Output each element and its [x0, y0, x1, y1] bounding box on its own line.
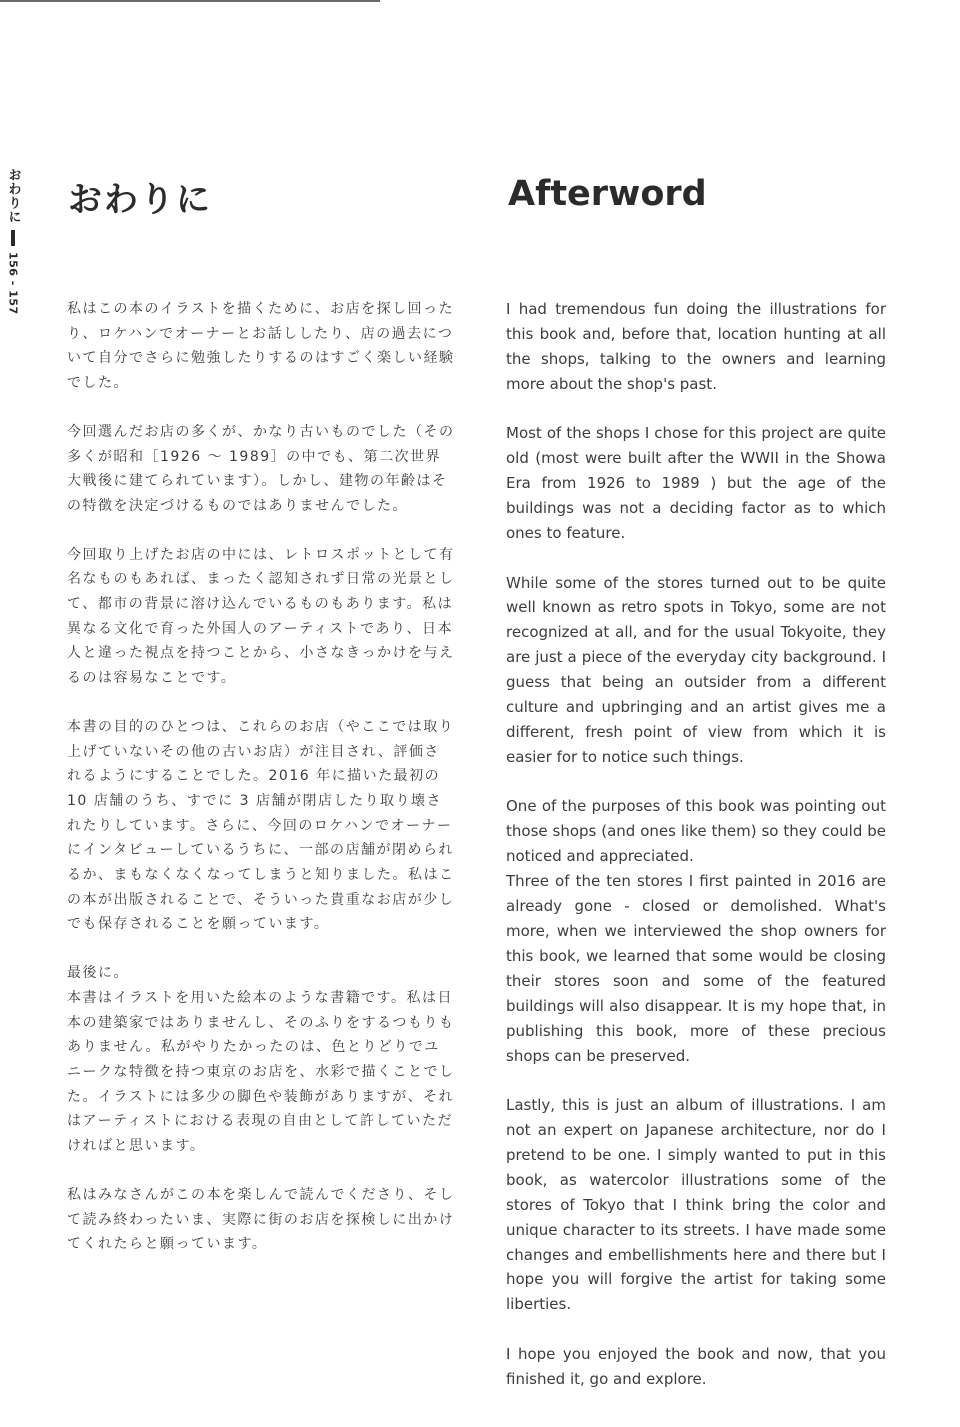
english-text-column	[506, 297, 886, 1416]
en-paragraph: Most of the shops I chose for this project are quite old (most were built after the WWII in the Showa Era from 1926 to 1989 ) but the age of the buildings was not a deciding factor as to which ones to feature.	[506, 424, 886, 542]
page-top-edge	[0, 0, 380, 2]
jp-paragraph: 今回選んだお店の多くが、かなり古いものでした（その多くが昭和［1926 〜 1989］の中でも、第二次世界大戦後に建てられています）。しかし、建物の年齢はその特徴を決定づけるものではありませんでした。	[67, 423, 455, 514]
jp-paragraph: 私はみなさんがこの本を楽しんで読んでくださり、そして読み終わったいま、実際に街のお店を探検しに出かけてくれたらと願っています。	[67, 1186, 455, 1253]
jp-paragraph: 今回取り上げたお店の中には、レトロスポットとして有名なものもあれば、まったく認知されず日常の光景として、都市の背景に溶け込んでいるものもあります。私は異なる文化で育った外国人のアーティストであり、日本人と違った視点を持つことから、小さなきっかけを与えるのは容易なことです。	[67, 546, 455, 687]
margin-page-range: 156 - 157	[6, 252, 20, 315]
margin-chapter-tab	[4, 168, 22, 318]
en-paragraph: While some of the stores turned out to be quite well known as retro spots in Tokyo, some are not recognized at all, and for the usual Tokyoite, they are just a piece of the everyday city background. I guess that being an outsider from a different culture and upbringing and an artist gives me a different, fresh point of view from which it is easier for to notice such things.	[506, 573, 886, 766]
margin-divider	[11, 230, 15, 246]
jp-paragraph: 最後に。	[67, 965, 129, 982]
japanese-text-column	[67, 297, 455, 1281]
page-title-japanese: おわりに	[68, 180, 212, 220]
en-paragraph: I hope you enjoyed the book and now, that you finished it, go and explore.	[506, 1344, 886, 1388]
en-paragraph: One of the purposes of this book was pointing out those shops (and ones like them) so they could be noticed and appreciated.	[506, 797, 886, 866]
page-title-english: Afterword	[508, 174, 707, 214]
en-paragraph: I had tremendous fun doing the illustrations for this book and, before that, location hunting at all the shops, talking to the owners and learning more about the shop's past.	[506, 300, 886, 393]
jp-paragraph: 私はこの本のイラストを描くために、お店を探し回ったり、ロケハンでオーナーとお話ししたり、店の過去について自分でさらに勉強したりするのはすごく楽しい経験でした。	[67, 301, 455, 392]
jp-paragraph: 本書はイラストを用いた絵本のような書籍です。私は日本の建築家ではありませんし、そのふりをするつもりもありません。私がやりたかったのは、色とりどりでユニークな特徴を持つ東京のお店を、水彩で描くことでした。イラストには多少の脚色や装飾がありますが、それはアーティストにおける表現の自由として許していただければと思います。	[67, 989, 455, 1155]
jp-paragraph: 本書の目的のひとつは、これらのお店（やここでは取り上げていないその他の古いお店）が注目され、評価されるようにすることでした。2016 年に描いた最初の 10 店舗のうち、すでに 3 店舗が閉店したり取り壊されたりしています。さらに、今回のロケハンでオーナーにインタビューしているうちに、一部の店舗が閉められるか、まもなくなくなってしまうと知りました。私はこの本が出版されることで、そういった貴重なお店が少しでも保存されることを願っています。	[67, 718, 455, 933]
en-paragraph: Lastly, this is just an album of illustrations. I am not an expert on Japanese architecture, nor do I pretend to be one. I simply wanted to put in this book, as watercolor illustrations some of the stores of Tokyo that I think bring the color and unique character to its streets. I have made some changes and embellishments here and there but I hope you will forgive the artist for taking some liberties.	[506, 1096, 886, 1314]
margin-chapter-title: おわりに	[5, 168, 21, 224]
en-paragraph: Three of the ten stores I first painted in 2016 are already gone - closed or demolished. What's more, when we interviewed the shop owners for this book, we learned that some would be closing their stores soon and some of the featured buildings will also disappear. It is my hope that, in publishing this book, more of these precious shops can be preserved.	[506, 872, 886, 1065]
